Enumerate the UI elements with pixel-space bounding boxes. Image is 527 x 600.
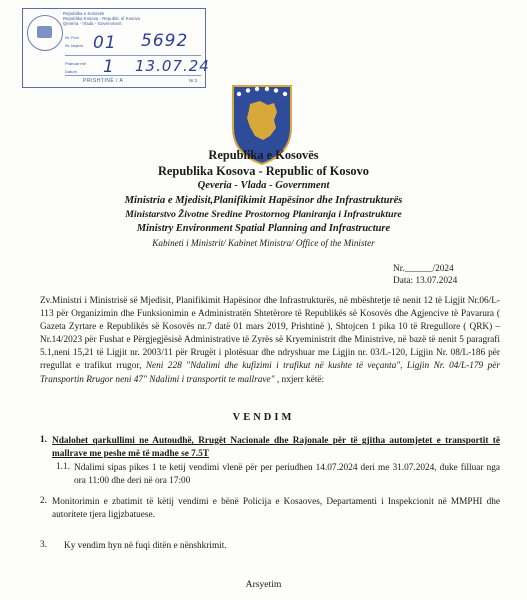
stamp-header-line: Republika Kosova - Republic of Kosovo <box>63 16 141 21</box>
header-ministry-en: Ministry Environment Spatial Planning and Infrastructure <box>136 223 391 234</box>
preamble-text: Zv.Ministri i Ministrisë së Mjedisit, Planifikimit Hapësinor dhe Infrastrukturës, në mbështetje të nenit 12 të Ligjit Nr.06/L-113 për Organizimin dhe Funksionimin e Administratën Shtetërore të Republikës së Kosovës dhe Agjencive të Pavarura ( Gazeta Zyrtare e Republikës së Kosovës nr.7 datë 01 mars 2019, Prishtinë ), Shtojcen 1 pika 10 të Rregullore ( QRK) – Nr.14/2023 për Fushat e Përgjegjësisë Administrative të Zyrës së Kryeministrit dhe Ministrive, në bazë të nenit 5 paragrafi 5.1,neni 15,21 të Ligjit nr. 2003/11 për Rrugët i plotësuar dhe ndryshuar me Ligjin nr. 03/L-120, Ligjin Nr. 08/L-186 për rregullat e trafikut rrugor, <box>40 296 500 372</box>
item-number: 3. <box>40 540 47 550</box>
header-ministry-sr: Ministarstvo Životne Sredine Prostornog Planiranja i Infrastrukture <box>125 209 402 220</box>
decision-item-2: Monitorimin e zbatimit të këtij vendimi e bënë Policija e Kosaoves, Departamenti i Inspekcionit në MMPHI dhe autoritete tjera ligjzbatuese. <box>52 497 500 521</box>
document-number: Nr.______/2024 <box>393 264 454 274</box>
stamp-handwritten-date: 13.07.24 <box>135 57 210 75</box>
header-government: Qeveria - Vlada - Government <box>197 180 330 191</box>
stamp-label: Datum <box>65 69 77 74</box>
decision-item-3: Ky vendim hyn në fuqi ditën e nënshkrimit. <box>64 541 227 551</box>
item-number: 1. <box>40 435 47 445</box>
received-stamp <box>22 8 210 88</box>
stamp-handwritten-number: 01 <box>93 33 117 53</box>
document-date: Data: 13.07.2024 <box>393 276 458 286</box>
preamble-legal-reference: Neni 228 "Ndalimi dhe kufizimi i trafikut në kushte të veçanta", Ligjin Nr. 04/L-179 për Transportin Rrugor neni 47" Ndalimi i transportit te mallrave" <box>40 361 500 385</box>
stamp-seal-icon <box>27 15 63 51</box>
preamble-closing: , nxjerr këtë: <box>274 374 325 385</box>
stamp-label: Nr. Prot. <box>65 35 80 40</box>
stamp-label: Pranuar më <box>65 61 86 66</box>
header-office: Kabineti i Ministrit/ Kabinet Ministra/ Office of the Minister <box>152 238 375 248</box>
decision-item-1: Ndalohet qarkullimi ne Autoudhë, Rrugët Nacionale dhe Rajonale për të gjitha automjetet e transportit të mallrave me peshe më të madhe se 7.5T <box>52 436 500 460</box>
stamp-handwritten-number: 1 <box>103 57 115 77</box>
header-country-multilingual: Republika Kosova - Republic of Kosovo <box>157 164 370 178</box>
justification-heading: Arsyetim <box>245 579 282 590</box>
stamp-header-line: Republika e Kosovës <box>63 11 105 16</box>
stamp-handwritten-number: 5692 <box>141 31 189 51</box>
stamp-header <box>63 11 203 26</box>
stamp-header-line: Qeveria - Vlada - Government <box>63 21 122 26</box>
stamp-place: PRISHTINË / A <box>83 78 124 84</box>
stamp-number: Nr.2 <box>189 78 198 83</box>
stamp-divider <box>65 55 201 56</box>
item-number: 1.1. <box>56 462 70 472</box>
stamp-divider <box>65 75 201 76</box>
decision-title: VENDIM <box>232 412 295 423</box>
header-ministry-sq: Ministria e Mjedisit,Planifikimit Hapësinor dhe Infrastrukturës <box>124 195 403 206</box>
item-number: 2. <box>40 496 47 506</box>
decision-item-1-1: Ndalimi sipas pikes 1 te ketij vendimi vlenë për per periudhen 14.07.2024 deri me 31.07.2024, duke filluar nga ora 11:00 dhe deri në ora 17:00 <box>74 463 500 487</box>
preamble-paragraph <box>40 295 500 387</box>
header-country: Republika e Kosovës <box>208 148 319 162</box>
stamp-label: Nr. faqeve <box>65 43 84 48</box>
